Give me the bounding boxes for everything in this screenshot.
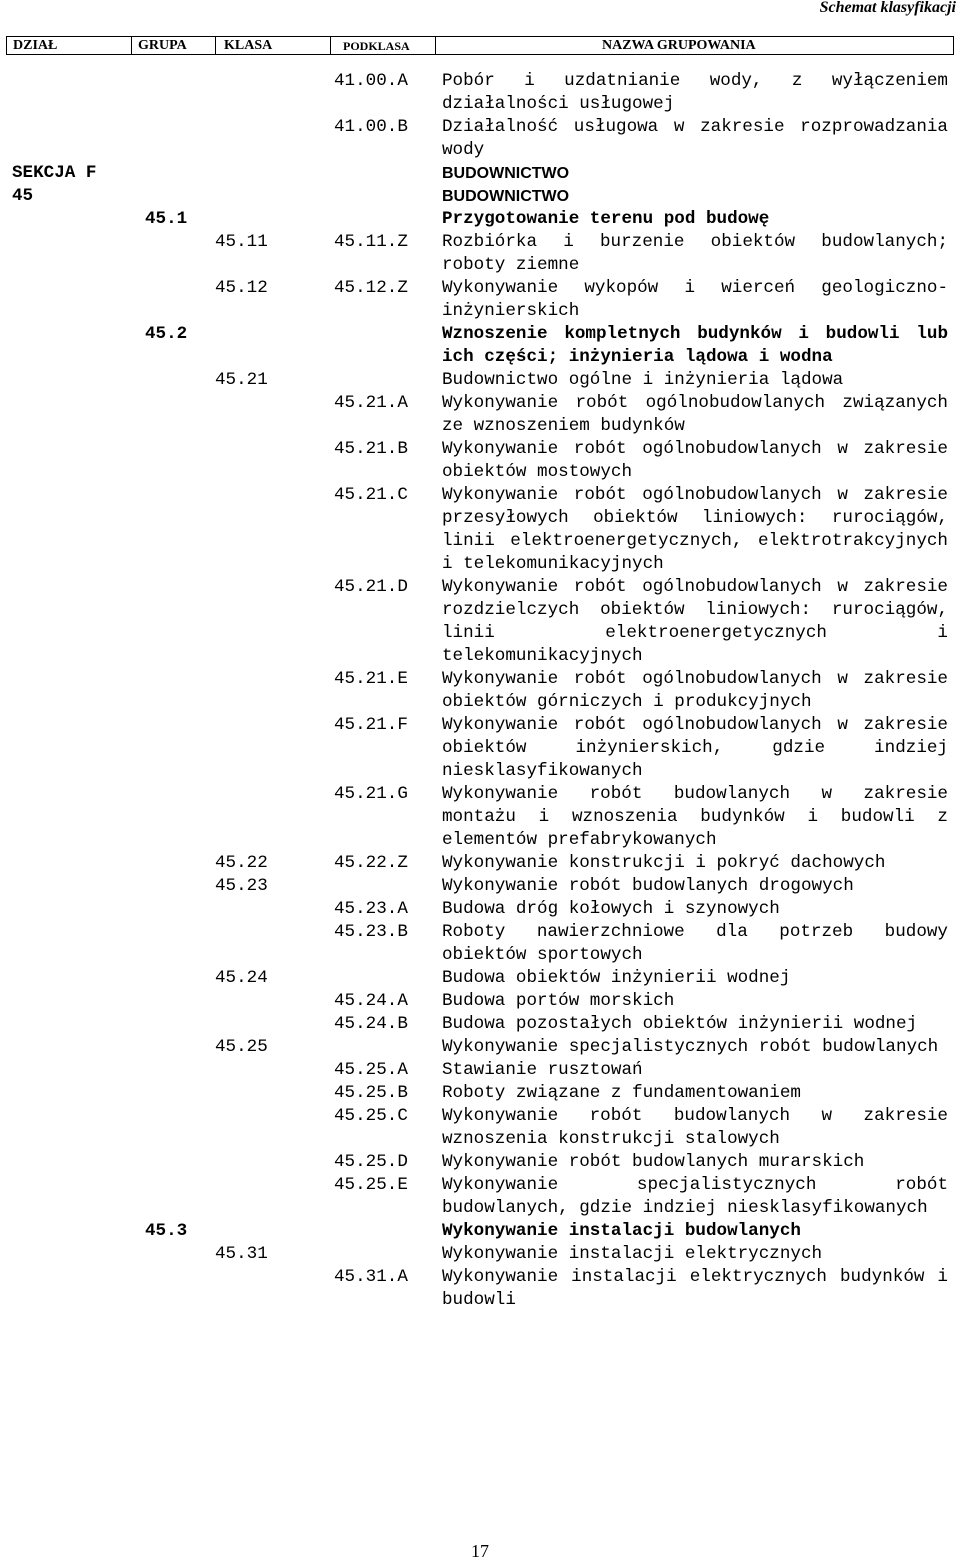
podklasa-code: 45.21.C	[334, 485, 408, 505]
podklasa-code: 45.21.A	[334, 393, 408, 413]
group-name: Wykonywanie robót ogólnobudowlanych związanych ze wznoszeniem budynków	[442, 393, 948, 436]
table-row	[0, 990, 960, 1013]
classification-table	[0, 70, 960, 1312]
table-row	[0, 714, 960, 783]
column-divider	[215, 37, 216, 54]
group-name: Wykonywanie instalacji elektrycznych	[442, 1244, 823, 1264]
group-name: Działalność usługowa w zakresie rozprowadzania wody	[442, 117, 948, 160]
klasa-code: 45.12	[215, 278, 268, 298]
table-row	[0, 1151, 960, 1174]
klasa-code: 45.23	[215, 876, 268, 896]
column-header-nazwa: NAZWA GRUPOWANIA	[602, 38, 756, 53]
klasa-code: 45.22	[215, 853, 268, 873]
klasa-code: 45.31	[215, 1244, 268, 1264]
group-name: Wykonywanie robót ogólnobudowlanych w zakresie przesyłowych obiektów liniowych: rurociągów, linii elektroenergetycznych, elektrotrakcyjnych i telekomunikacyjnych	[442, 485, 948, 574]
page-number: 17	[471, 1541, 489, 1561]
table-row	[0, 852, 960, 875]
table-row	[0, 323, 960, 369]
group-name: Budowa portów morskich	[442, 991, 675, 1011]
table-row	[0, 70, 960, 116]
table-row	[0, 1220, 960, 1243]
table-row	[0, 875, 960, 898]
table-row	[0, 185, 960, 208]
group-name: Stawianie rusztowań	[442, 1060, 643, 1080]
podklasa-code: 45.24.A	[334, 991, 408, 1011]
table-row	[0, 208, 960, 231]
grupa-code: 45.1	[145, 209, 188, 229]
table-row	[0, 921, 960, 967]
podklasa-code: 45.11.Z	[334, 232, 408, 252]
table-row	[0, 1036, 960, 1059]
podklasa-code: 45.25.B	[334, 1083, 408, 1103]
column-header-klasa: KLASA	[224, 38, 273, 53]
table-row	[0, 1059, 960, 1082]
table-row	[0, 484, 960, 576]
group-name: Wykonywanie konstrukcji i pokryć dachowych	[442, 853, 886, 873]
podklasa-code: 45.12.Z	[334, 278, 408, 298]
podklasa-code: 45.23.A	[334, 899, 408, 919]
klasa-code: 45.25	[215, 1037, 268, 1057]
podklasa-code: 45.23.B	[334, 922, 408, 942]
table-row	[0, 369, 960, 392]
klasa-code: 45.21	[215, 370, 268, 390]
column-header-podklasa: PODKLASA	[343, 39, 410, 53]
podklasa-code: 45.25.A	[334, 1060, 408, 1080]
group-name: Wykonywanie instalacji budowlanych	[442, 1221, 801, 1241]
page-header-title: Schemat klasyfikacji	[819, 0, 956, 16]
group-name: Roboty związane z fundamentowaniem	[442, 1083, 801, 1103]
group-name: Rozbiórka i burzenie obiektów budowlanych; roboty ziemne	[442, 232, 948, 275]
group-name: Wykonywanie robót ogólnobudowlanych w zakresie obiektów mostowych	[442, 439, 948, 482]
group-name: Budowa dróg kołowych i szynowych	[442, 899, 780, 919]
podklasa-code: 41.00.B	[334, 117, 408, 137]
podklasa-code: 45.25.D	[334, 1152, 408, 1172]
column-divider	[330, 37, 331, 54]
group-name: Wykonywanie robót budowlanych w zakresie montażu i wznoszenia budynków i budowli z elementów prefabrykowanych	[442, 784, 948, 850]
podklasa-code: 45.21.D	[334, 577, 408, 597]
table-row	[0, 1243, 960, 1266]
table-row	[0, 231, 960, 277]
group-name: Wykonywanie specjalistycznych robót budowlanych	[442, 1037, 939, 1057]
grupa-code: 45.3	[145, 1221, 188, 1241]
podklasa-code: 45.25.E	[334, 1175, 408, 1195]
podklasa-code: 45.25.C	[334, 1106, 408, 1126]
dzial-code: 45	[12, 186, 34, 206]
group-name: Budownictwo ogólne i inżynieria lądowa	[442, 370, 844, 390]
table-row	[0, 162, 960, 185]
table-row	[0, 392, 960, 438]
podklasa-code: 41.00.A	[334, 71, 408, 91]
podklasa-code: 45.21.F	[334, 715, 408, 735]
table-row	[0, 1105, 960, 1151]
group-name: Wykonywanie robót budowlanych drogowych	[442, 876, 854, 896]
table-row	[0, 576, 960, 668]
table-row	[0, 1266, 960, 1312]
group-name: Wykonywanie robót budowlanych murarskich	[442, 1152, 865, 1172]
group-name: Roboty nawierzchniowe dla potrzeb budowy obiektów sportowych	[442, 922, 948, 965]
group-name: Wykonywanie wykopów i wierceń geologiczno-inżynierskich	[442, 278, 948, 321]
group-name: Pobór i uzdatnianie wody, z wyłączeniem działalności usługowej	[442, 71, 948, 114]
column-divider	[435, 37, 436, 54]
column-header-grupa: GRUPA	[138, 38, 187, 53]
podklasa-code: 45.24.B	[334, 1014, 408, 1034]
dzial-code: SEKCJA F	[12, 163, 97, 183]
grupa-code: 45.2	[145, 324, 188, 344]
table-row	[0, 783, 960, 852]
group-name: Wykonywanie specjalistycznych robót budowlanych, gdzie indziej niesklasyfikowanych	[442, 1175, 948, 1218]
podklasa-code: 45.31.A	[334, 1267, 408, 1287]
column-header-row	[6, 36, 954, 55]
column-header-dzial: DZIAŁ	[13, 38, 58, 53]
group-name: Wykonywanie robót ogólnobudowlanych w zakresie obiektów inżynierskich, gdzie indziej niesklasyfikowanych	[442, 715, 948, 781]
table-row	[0, 668, 960, 714]
group-name: BUDOWNICTWO	[442, 188, 570, 205]
group-name: Wykonywanie instalacji elektrycznych budynków i budowli	[442, 1267, 948, 1310]
group-name: BUDOWNICTWO	[442, 165, 570, 182]
group-name: Wykonywanie robót budowlanych w zakresie wznoszenia konstrukcji stalowych	[442, 1106, 948, 1149]
table-row	[0, 967, 960, 990]
group-name: Wykonywanie robót ogólnobudowlanych w zakresie rozdzielczych obiektów liniowych: rurociągów, linii elektroenergetycznych i telekomunikacyjnych	[442, 577, 948, 666]
column-divider	[131, 37, 132, 54]
table-row	[0, 1174, 960, 1220]
podklasa-code: 45.21.E	[334, 669, 408, 689]
group-name: Wykonywanie robót ogólnobudowlanych w zakresie obiektów górniczych i produkcyjnych	[442, 669, 948, 712]
group-name: Budowa obiektów inżynierii wodnej	[442, 968, 791, 988]
table-row	[0, 438, 960, 484]
group-name: Budowa pozostałych obiektów inżynierii wodnej	[442, 1014, 918, 1034]
table-row	[0, 898, 960, 921]
table-row	[0, 277, 960, 323]
klasa-code: 45.24	[215, 968, 268, 988]
table-row	[0, 116, 960, 162]
group-name: Wznoszenie kompletnych budynków i budowli lub ich części; inżynieria lądowa i wodna	[442, 324, 948, 367]
podklasa-code: 45.22.Z	[334, 853, 408, 873]
podklasa-code: 45.21.G	[334, 784, 408, 804]
group-name: Przygotowanie terenu pod budowę	[442, 209, 770, 229]
table-row	[0, 1013, 960, 1036]
klasa-code: 45.11	[215, 232, 268, 252]
podklasa-code: 45.21.B	[334, 439, 408, 459]
table-row	[0, 1082, 960, 1105]
